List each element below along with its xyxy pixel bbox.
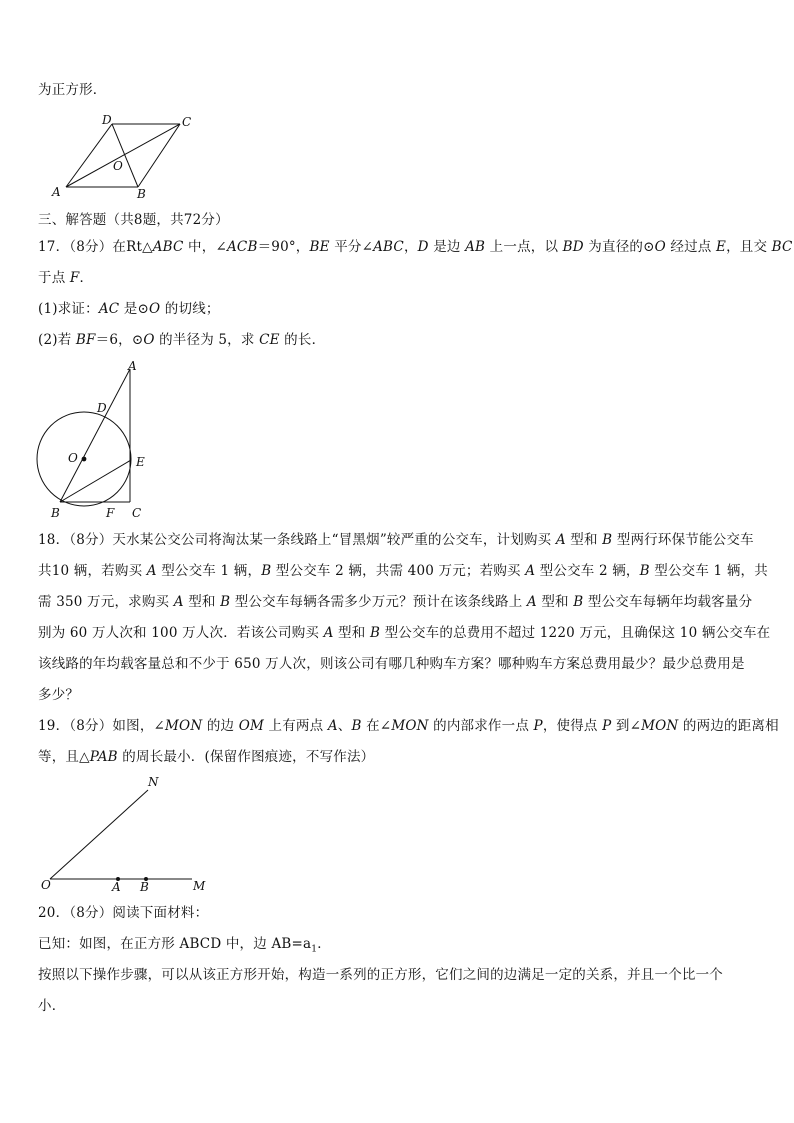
label-d: D (102, 113, 112, 127)
q20-line-4: 小． (38, 998, 66, 1014)
q20-line-1: 20．（8分）阅读下面材料： (38, 905, 209, 921)
label-n: N (148, 775, 159, 789)
figure-q19-angle (36, 772, 216, 894)
label-b: B (137, 187, 146, 201)
label-f: F (106, 506, 115, 520)
label-d: D (97, 401, 107, 415)
label-o: O (41, 878, 51, 892)
figure-parallelogram (40, 112, 210, 202)
label-e: E (136, 455, 145, 469)
segment-ab (60, 369, 130, 502)
label-c: C (132, 506, 142, 520)
label-m: M (193, 879, 206, 893)
q18-line-1: 18．（8分）天水某公交公司将淘汰某一条线路上“冒黑烟”较严重的公交车，计划购买 A 型和 B 型两行环保节能公交车 (38, 532, 754, 548)
label-a: A (112, 880, 121, 894)
q18-line-3: 需 350 万元，求购买 A 型和 B 型公交车每辆各需多少万元？预计在该条线路上 A 型和 B 型公交车每辆年均载客量分 (38, 594, 753, 610)
label-c: C (182, 115, 192, 129)
q17-line-1: 17．（8分）在Rt△ABC 中，∠ACB＝90°，BE 平分∠ABC，D 是边 AB 上一点，以 BD 为直径的⊙O 经过点 E，且交 BC (38, 239, 793, 255)
q17-part-1: (1)求证：AC 是⊙O 的切线； (38, 301, 220, 317)
label-a: A (128, 360, 137, 373)
q20-line-3: 按照以下操作步骤，可以从该正方形开始，构造一系列的正方形，它们之间的边满足一定的关系，并且一个比一个 (38, 967, 723, 983)
q18-line-2: 共10 辆，若购买 A 型公交车 1 辆，B 型公交车 2 辆，共需 400 万元；若购买 A 型公交车 2 辆，B 型公交车 1 辆，共 (38, 563, 768, 579)
label-b: B (140, 880, 149, 894)
section-heading: 三、解答题（共8题，共72分） (38, 212, 229, 228)
q17-part-2: (2)若 BF＝6，⊙O 的半径为 5，求 CE 的长． (38, 332, 326, 348)
center-point-o (82, 457, 87, 462)
q20-line-2: 已知：如图，在正方形 ABCD 中，边 $AB=a_1$． (38, 936, 331, 955)
ray-on (50, 790, 148, 879)
label-o: O (113, 159, 123, 173)
edge-cb (138, 124, 180, 187)
label-b: B (51, 506, 60, 520)
q18-line-6: 多少？ (38, 687, 80, 703)
diagonal-db (112, 124, 138, 187)
q17-line-2: 于点 F． (38, 270, 94, 286)
q19-line-2: 等，且△PAB 的周长最小．(保留作图痕迹，不写作法） (38, 749, 375, 765)
label-o: O (68, 451, 78, 465)
q19-line-1: 19．（8分）如图，∠MON 的边 OM 上有两点 A、B 在∠MON 的内部求作一点 P，使得点 P 到∠MON 的两边的距离相 (38, 718, 779, 734)
edge-da (66, 124, 112, 187)
q18-line-4: 别为 60 万人次和 100 万人次．若该公司购买 A 型和 B 型公交车的总费用不超过 1220 万元，且确保这 10 辆公交车在 (38, 625, 771, 641)
top-text: 为正方形． (38, 82, 107, 98)
diagonal-ac (66, 124, 180, 187)
figure-q17-circle (30, 360, 160, 520)
label-a: A (52, 185, 61, 199)
q18-line-5: 该线路的年均载客量总和不少于 650 万人次，则该公司有哪几种购车方案？哪种购车方案总费用最少？最少总费用是 (38, 656, 745, 672)
